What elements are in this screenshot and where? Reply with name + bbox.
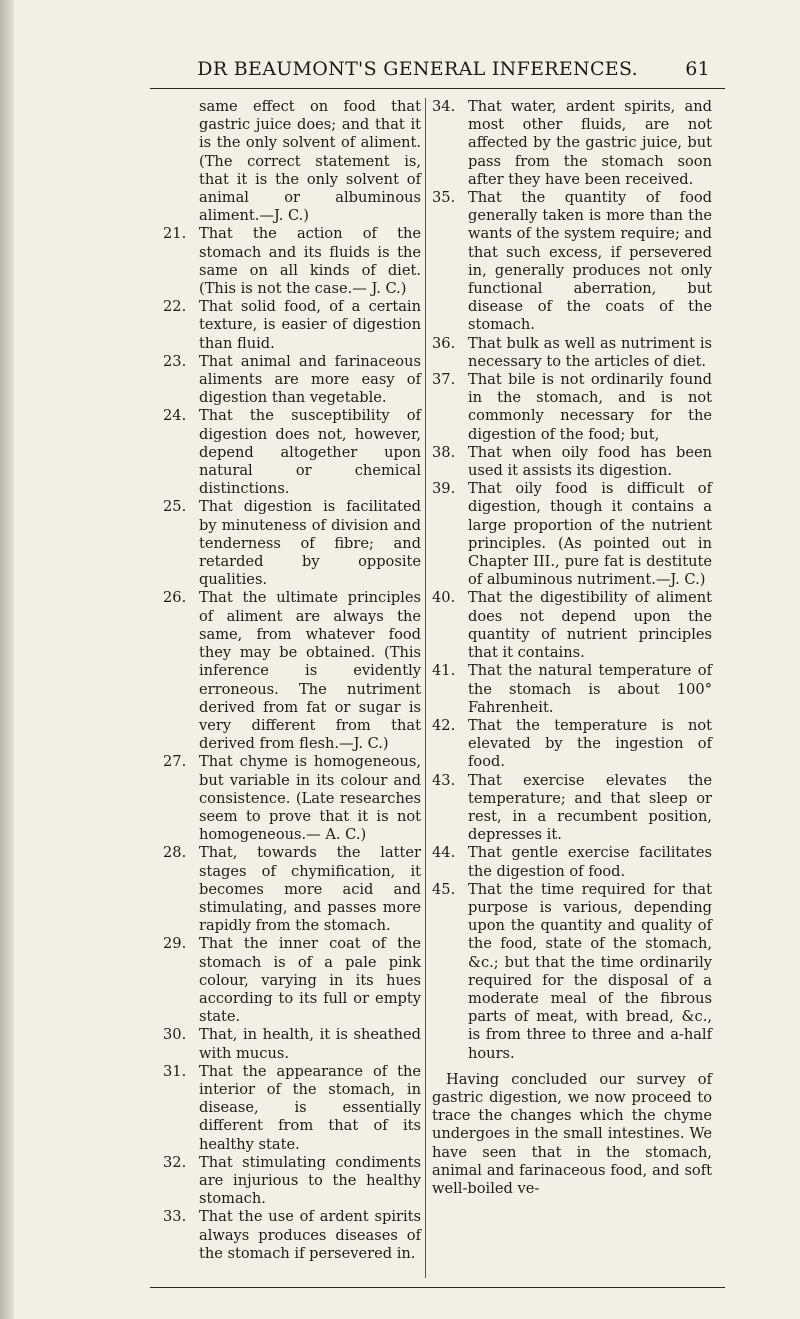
inference-item xyxy=(432,371,712,444)
inference-number: 40. xyxy=(432,589,456,607)
inference-item xyxy=(163,1208,421,1263)
inference-item xyxy=(163,1063,421,1154)
inference-text: That the natural temperature of the stomach is about 100° Fahrenheit. xyxy=(468,662,712,716)
inference-number: 38. xyxy=(432,443,456,461)
column-divider xyxy=(425,98,426,1278)
right-item-list xyxy=(432,98,712,1063)
inference-text: That exercise elevates the temperature; and that sleep or rest, in a recumbent position, depresses it. xyxy=(468,771,712,844)
inference-number: 31. xyxy=(163,1062,187,1080)
inference-number: 24. xyxy=(163,407,187,425)
inference-item xyxy=(432,444,712,480)
inference-item xyxy=(163,935,421,1026)
inference-item xyxy=(432,844,712,880)
continued-text: same effect on food that gastric juice does; and that it is the only solvent of aliment. (The correct statement is, that it is the only solvent of animal or albuminous aliment.—J. C.) xyxy=(199,98,421,225)
inference-item xyxy=(432,189,712,335)
left-item-list xyxy=(163,225,421,1263)
inference-number: 27. xyxy=(163,753,187,771)
left-column xyxy=(163,98,421,1263)
inference-item xyxy=(163,1154,421,1209)
inference-text: That the use of ardent spirits always produces diseases of the stomach if persevered in. xyxy=(199,1208,421,1262)
inference-text: That bulk as well as nutriment is necessary to the articles of diet. xyxy=(468,334,712,370)
inference-text: That oily food is difficult of digestion, though it contains a large proportion of the nutrient principles. (As pointed out in Chapter III., pure fat is destitute of albuminous nutriment.—J. C.) xyxy=(468,480,712,589)
inference-number: 34. xyxy=(432,98,456,115)
inference-number: 32. xyxy=(163,1153,187,1171)
inference-item xyxy=(163,589,421,753)
inference-number: 28. xyxy=(163,844,187,862)
inference-number: 37. xyxy=(432,371,456,389)
inference-text: That the time required for that purpose is various, depending upon the quantity and quality of the food, state of the stomach, &c.; but that the time ordinarily required for the disposal of a moderate meal of the fibrous parts of meat, with bread, &c., is from three to three and a-half hours. xyxy=(468,880,712,1062)
inference-number: 44. xyxy=(432,844,456,862)
inference-number: 39. xyxy=(432,480,456,498)
inference-item xyxy=(163,1026,421,1062)
inference-item xyxy=(163,353,421,408)
inference-number: 36. xyxy=(432,334,456,352)
inference-text: That when oily food has been used it assists its digestion. xyxy=(468,443,712,480)
inference-text: That bile is not ordinarily found in the stomach, and is not commonly necessary for the digestion of the food; but, xyxy=(468,371,712,443)
inference-text: That the inner coat of the stomach is of a pale pink colour, varying in its hues according to its full or empty state. xyxy=(199,935,421,1026)
inference-number: 41. xyxy=(432,662,456,680)
inference-text: That the susceptibility of digestion does not, however, depend altogether upon natural or chemical distinctions. xyxy=(199,407,421,498)
inference-item xyxy=(432,881,712,1063)
footer-rule xyxy=(150,1287,725,1288)
inference-text: That animal and farinaceous aliments are more easy of digestion than vegetable. xyxy=(199,352,421,407)
inference-item xyxy=(163,498,421,589)
right-column xyxy=(432,98,712,1198)
inference-item xyxy=(163,844,421,935)
inference-number: 42. xyxy=(432,716,456,734)
running-title: DR BEAUMONT'S GENERAL INFERENCES. xyxy=(197,58,638,80)
inference-text: That the digestibility of aliment does not depend upon the quantity of nutrient principles that it contains. xyxy=(468,589,712,662)
inference-number: 45. xyxy=(432,880,456,898)
inference-text: That chyme is homogeneous, but variable in its colour and consistence. (Late researches seem to prove that it is not homogeneous.— A. C.) xyxy=(199,753,421,844)
inference-text: That digestion is facilitated by minuteness of division and tenderness of fibre; and retarded by opposite qualities. xyxy=(199,498,421,589)
inference-number: 26. xyxy=(163,589,187,607)
inference-item xyxy=(432,717,712,772)
inference-number: 21. xyxy=(163,225,187,243)
inference-text: That the quantity of food generally taken is more than the wants of the system require; and that such excess, if persevered in, generally produces not only functional aberration, but disease of the coats of the stomach. xyxy=(468,189,712,334)
inference-text: That the action of the stomach and its fluids is the same on all kinds of diet. (This is not the case.— J. C.) xyxy=(199,225,421,298)
page-number: 61 xyxy=(685,58,710,80)
header-rule xyxy=(150,88,725,89)
inference-text: That the appearance of the interior of the stomach, in disease, is essentially different from that of its healthy state. xyxy=(199,1062,421,1153)
inference-item xyxy=(432,662,712,717)
inference-number: 29. xyxy=(163,935,187,953)
inference-item xyxy=(432,589,712,662)
inference-text: That, in health, it is sheathed with mucus. xyxy=(199,1026,421,1062)
inference-item xyxy=(163,407,421,498)
running-header xyxy=(150,58,710,80)
inference-item xyxy=(432,335,712,371)
page-edge-shadow xyxy=(0,0,14,1319)
inference-text: That stimulating condiments are injurious to the healthy stomach. xyxy=(199,1153,421,1208)
inference-text: That gentle exercise facilitates the digestion of food. xyxy=(468,844,712,880)
inference-text: That water, ardent spirits, and most other fluids, are not affected by the gastric juice, but pass from the stomach soon after they have been received. xyxy=(468,98,712,188)
inference-item xyxy=(163,753,421,844)
inference-number: 25. xyxy=(163,498,187,516)
inference-item xyxy=(163,298,421,353)
inference-text: That the temperature is not elevated by the ingestion of food. xyxy=(468,716,712,771)
inference-number: 22. xyxy=(163,298,187,316)
inference-text: That solid food, of a certain texture, is easier of digestion than fluid. xyxy=(199,298,421,352)
inference-number: 30. xyxy=(163,1026,187,1044)
closing-paragraph: Having concluded our survey of gastric digestion, we now proceed to trace the changes which the chyme undergoes in the small intestines. We have seen that in the stomach, animal and farinaceous food, and soft well-boiled ve- xyxy=(432,1070,712,1197)
inference-number: 23. xyxy=(163,352,187,370)
inference-number: 35. xyxy=(432,189,456,207)
inference-number: 33. xyxy=(163,1208,187,1226)
inference-text: That the ultimate principles of aliment are always the same, from whatever food they may be obtained. (This inference is evidently erroneous. The nutriment derived from fat or sugar is very different from that derived from flesh.—J. C.) xyxy=(199,589,421,753)
inference-item xyxy=(432,98,712,189)
inference-item xyxy=(432,480,712,589)
inference-number: 43. xyxy=(432,771,456,789)
inference-item xyxy=(432,772,712,845)
inference-item xyxy=(163,225,421,298)
inference-text: That, towards the latter stages of chymification, it becomes more acid and stimulating, and passes more rapidly from the stomach. xyxy=(199,844,421,935)
